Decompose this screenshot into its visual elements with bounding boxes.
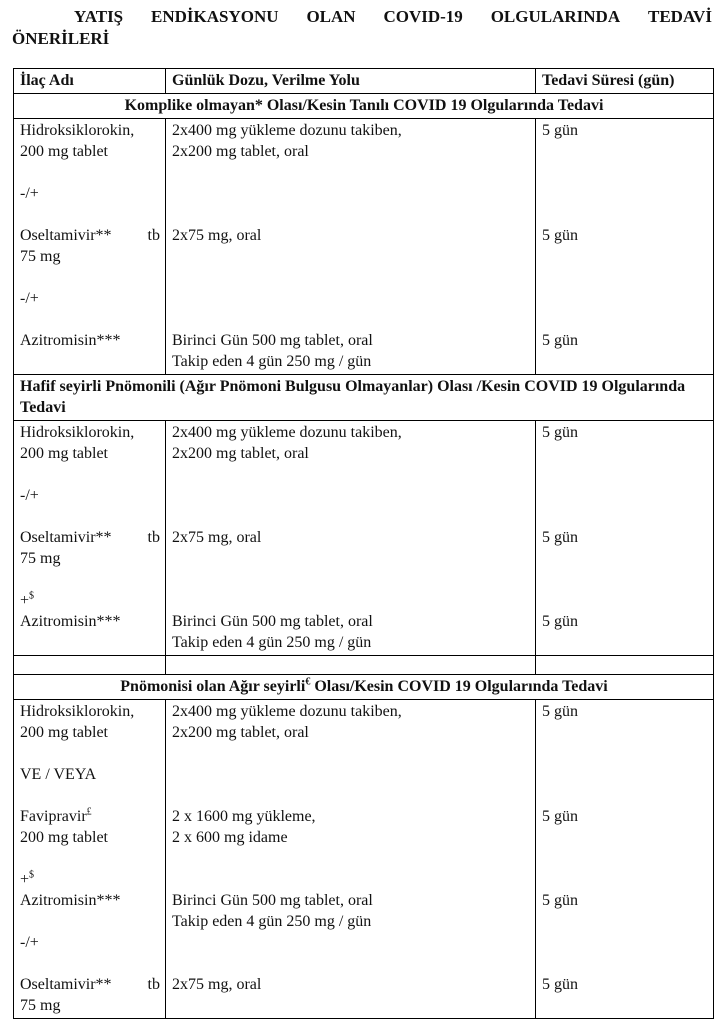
dose-line: 2x200 mg tablet, oral xyxy=(172,143,309,160)
drug-form-tb: tb xyxy=(147,529,160,546)
drug-form: 200 mg tablet xyxy=(20,829,108,846)
duration-value: 5 gün xyxy=(542,703,578,720)
section-heading xyxy=(14,675,714,700)
connector-superscript: $ xyxy=(29,869,35,881)
header-daily-dose: Günlük Dozu, Verilme Yolu xyxy=(166,69,536,94)
table-row xyxy=(14,119,714,375)
dose-line: Takip eden 4 gün 250 mg / gün xyxy=(172,913,372,930)
drug-form: 200 mg tablet xyxy=(20,143,108,160)
connector-symbol: + xyxy=(20,592,30,609)
connector-superscript: $ xyxy=(29,590,35,602)
drug-names-cell xyxy=(14,421,166,656)
drug-name: Hidroksiklorokin, xyxy=(20,703,135,720)
durations-cell xyxy=(536,700,714,1019)
title-word: COVID-19 xyxy=(383,7,463,26)
drug-name-line xyxy=(20,806,160,827)
section-heading-part: Pnömonisi olan Ağır seyirli xyxy=(120,678,306,695)
drug-name: Azitromisin*** xyxy=(20,892,121,909)
drug-connector: -/+ xyxy=(20,934,39,951)
duration-value: 5 gün xyxy=(542,613,578,630)
empty-row xyxy=(14,656,714,675)
section-heading: Hafif seyirli Pnömonili (Ağır Pnömoni Bulgusu Olmayanlar) Olası /Kesin COVID 19 Olgularında Tedavi xyxy=(14,375,714,421)
drug-doses-cell xyxy=(166,119,536,375)
duration-value: 5 gün xyxy=(542,892,578,909)
dose-line: Birinci Gün 500 mg tablet, oral xyxy=(172,892,373,909)
drug-name-line xyxy=(20,225,160,246)
duration-value: 5 gün xyxy=(542,976,578,993)
drug-connector: VE / VEYA xyxy=(20,766,97,783)
title-word: YATIŞ xyxy=(74,7,124,26)
title-word: OLGULARINDA xyxy=(490,7,621,26)
connector-symbol: + xyxy=(20,871,30,888)
section-heading-row xyxy=(14,675,714,700)
dose-line: 2x75 mg, oral xyxy=(172,976,262,993)
dose-line: 2 x 600 mg idame xyxy=(172,829,288,846)
duration-value: 5 gün xyxy=(542,424,578,441)
dose-line: Takip eden 4 gün 250 mg / gün xyxy=(172,353,372,370)
drug-name-line xyxy=(20,974,160,995)
table-header-row xyxy=(14,69,714,94)
section-heading-row xyxy=(14,94,714,119)
dose-line: 2 x 1600 mg yükleme, xyxy=(172,808,316,825)
drug-name: Azitromisin*** xyxy=(20,613,121,630)
title-word: OLAN xyxy=(306,7,356,26)
heading-superscript: € xyxy=(305,676,311,688)
duration-value: 5 gün xyxy=(542,808,578,825)
section-heading: Komplike olmayan* Olası/Kesin Tanılı COVID 19 Olgularında Tedavi xyxy=(14,94,714,119)
dose-line: 2x75 mg, oral xyxy=(172,529,262,546)
duration-value: 5 gün xyxy=(542,122,578,139)
drug-name: Oseltamivir** xyxy=(20,227,112,244)
drug-connector: -/+ xyxy=(20,185,39,202)
table-row xyxy=(14,421,714,656)
title-word: TEDAVİ xyxy=(648,7,712,26)
drug-form-tb: tb xyxy=(147,227,160,244)
drug-name: Favipravir xyxy=(20,808,87,825)
document-title xyxy=(12,6,712,50)
dose-line: 2x400 mg yükleme dozunu takiben, xyxy=(172,703,402,720)
dose-line: 2x400 mg yükleme dozunu takiben, xyxy=(172,424,402,441)
section-heading-row xyxy=(14,375,714,421)
drug-form: 200 mg tablet xyxy=(20,445,108,462)
drug-connector: -/+ xyxy=(20,290,39,307)
drug-name: Oseltamivir** xyxy=(20,529,112,546)
durations-cell xyxy=(536,119,714,375)
treatment-table xyxy=(13,68,714,1019)
drug-names-cell xyxy=(14,700,166,1019)
drug-connector: -/+ xyxy=(20,487,39,504)
drug-name: Azitromisin*** xyxy=(20,332,121,349)
drug-connector xyxy=(20,590,160,611)
section-heading-part: Olası/Kesin COVID 19 Olgularında Tedavi xyxy=(310,678,608,695)
drug-form: 200 mg tablet xyxy=(20,724,108,741)
dose-line: 2x200 mg tablet, oral xyxy=(172,445,309,462)
durations-cell xyxy=(536,421,714,656)
drug-name-line xyxy=(20,527,160,548)
drug-form-tb: tb xyxy=(147,976,160,993)
dose-line: Birinci Gün 500 mg tablet, oral xyxy=(172,613,373,630)
drug-connector xyxy=(20,869,160,890)
header-drug-name: İlaç Adı xyxy=(14,69,166,94)
table-row xyxy=(14,700,714,1019)
duration-value: 5 gün xyxy=(542,332,578,349)
drug-form: 75 mg xyxy=(20,997,61,1014)
drug-form: 75 mg xyxy=(20,248,61,265)
dose-line: 2x75 mg, oral xyxy=(172,227,262,244)
drug-names-cell xyxy=(14,119,166,375)
dose-line: 2x200 mg tablet, oral xyxy=(172,724,309,741)
dose-line: 2x400 mg yükleme dozunu takiben, xyxy=(172,122,402,139)
title-line-2: ÖNERİLERİ xyxy=(12,29,110,48)
duration-value: 5 gün xyxy=(542,529,578,546)
dose-line: Birinci Gün 500 mg tablet, oral xyxy=(172,332,373,349)
duration-value: 5 gün xyxy=(542,227,578,244)
dose-line: Takip eden 4 gün 250 mg / gün xyxy=(172,634,372,651)
drug-name: Oseltamivir** xyxy=(20,976,112,993)
drug-superscript: £ xyxy=(86,806,92,818)
drug-name: Hidroksiklorokin, xyxy=(20,424,135,441)
title-word: ENDİKASYONU xyxy=(151,7,279,26)
drug-doses-cell xyxy=(166,421,536,656)
drug-name: Hidroksiklorokin, xyxy=(20,122,135,139)
drug-doses-cell xyxy=(166,700,536,1019)
drug-form: 75 mg xyxy=(20,550,61,567)
header-duration: Tedavi Süresi (gün) xyxy=(536,69,714,94)
